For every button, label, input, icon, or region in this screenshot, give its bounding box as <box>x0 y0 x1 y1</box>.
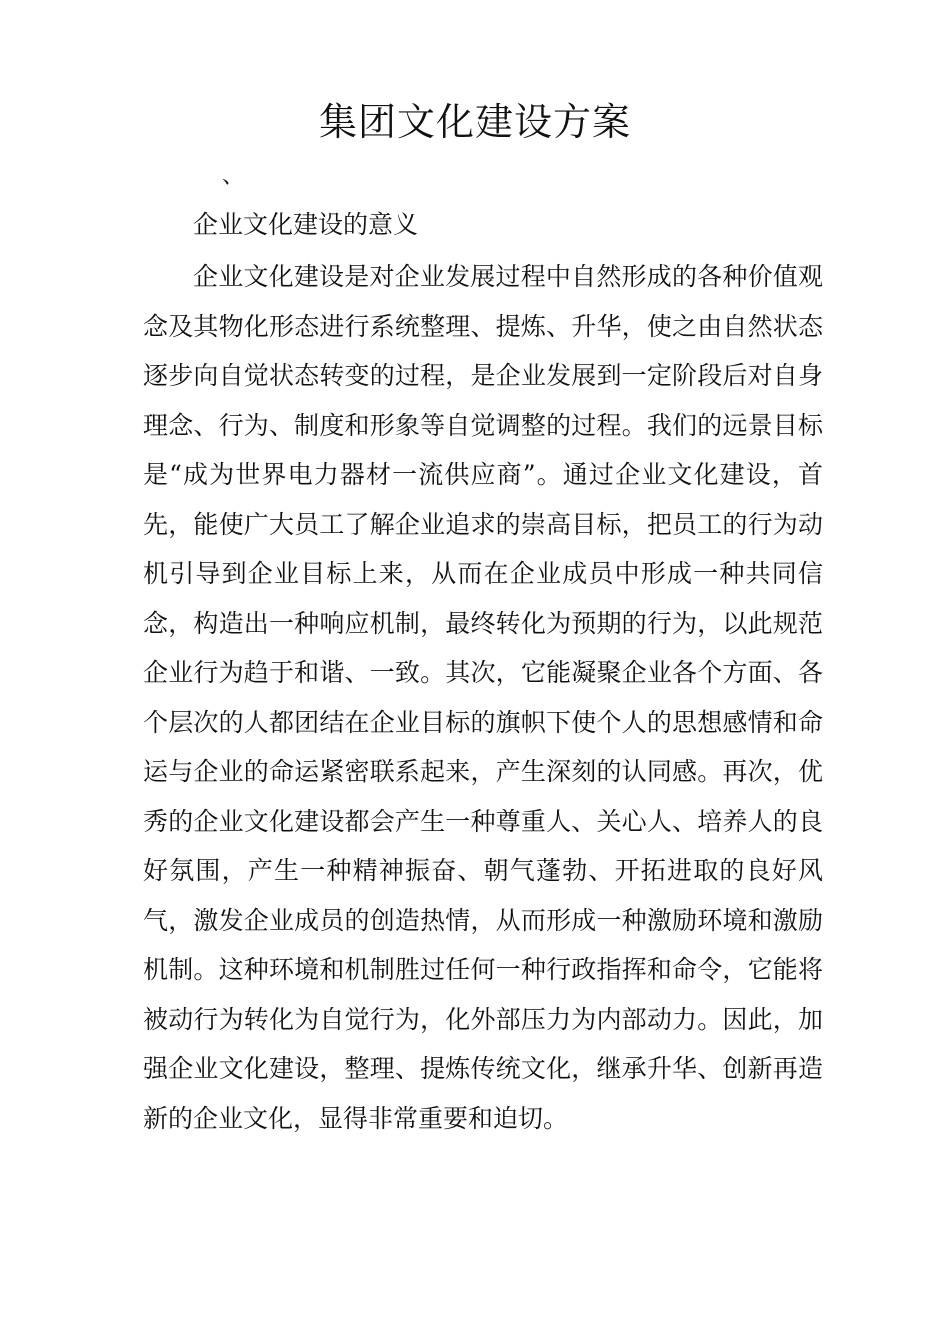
body-paragraph: 企业文化建设是对企业发展过程中自然形成的各种价值观念及其物化形态进行系统整理、提炼、升华，使之由自然状态逐步向自觉状态转变的过程，是企业发展到一定阶段后对自身理念、行为、制度和形象等自觉调整的过程。我们的远景目标是“成为世界电力器材一流供应商”。通过企业文化建设，首先，能使广大员工了解企业追求的崇高目标，把员工的行为动机引导到企业目标上来，从而在企业成员中形成一种共同信念，构造出一种响应机制，最终转化为预期的行为，以此规范企业行为趋于和谐、一致。其次，它能凝聚企业各个方面、各个层次的人都团结在企业目标的旗帜下使个人的思想感情和命运与企业的命运紧密联系起来，产生深刻的认同感。再次，优秀的企业文化建设都会产生一种尊重人、关心人、培养人的良好氛围，产生一种精神振奋、朝气蓬勃、开拓进取的良好风气，激发企业成员的创造热情，从而形成一种激励环境和激励机制。这种环境和机制胜过任何一种行政指挥和命令，它能将被动行为转化为自觉行为，化外部压力为内部动力。因此，加强企业文化建设，整理、提炼传统文化，继承升华、创新再造新的企业文化，显得非常重要和迫切。 <box>143 262 823 1133</box>
document-title: 集团文化建设方案 <box>318 100 631 144</box>
section-heading: 企业文化建设的意义 <box>193 210 419 239</box>
enumeration-mark: 、 <box>222 164 245 189</box>
